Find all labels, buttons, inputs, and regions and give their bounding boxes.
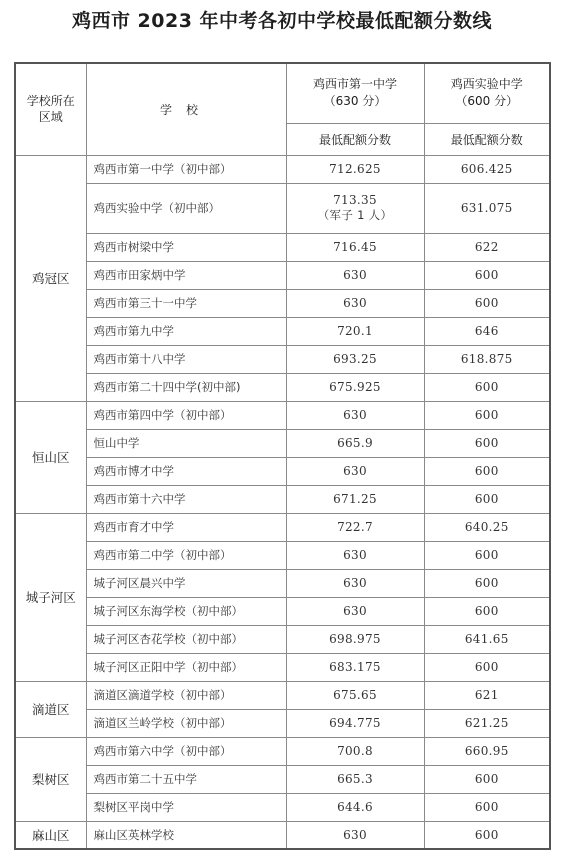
header-area-line1: 学校所在 — [26, 94, 75, 109]
score-high1: 665.9 — [286, 429, 424, 457]
score-high1: 630 — [286, 457, 424, 485]
score-high1: 722.7 — [286, 513, 424, 541]
score-high2: 646 — [424, 317, 550, 345]
score-high1: 671.25 — [286, 485, 424, 513]
table-row — [15, 261, 550, 289]
table-row — [15, 345, 550, 373]
score-high1: 630 — [286, 821, 424, 849]
table-row — [15, 681, 550, 709]
header-min-label-1: 最低配额分数 — [286, 123, 424, 155]
district-hengshan: 恒山区 — [15, 401, 86, 513]
score-high1: 698.975 — [286, 625, 424, 653]
district-lishu: 梨树区 — [15, 737, 86, 821]
header-min-label-2: 最低配额分数 — [424, 123, 550, 155]
score-high2: 622 — [424, 233, 550, 261]
school-name: 城子河区东海学校（初中部） — [86, 597, 286, 625]
school-name: 城子河区正阳中学（初中部） — [86, 653, 286, 681]
table-row — [15, 821, 550, 849]
school-name: 麻山区英林学校 — [86, 821, 286, 849]
table-row — [15, 401, 550, 429]
score-high1: 665.3 — [286, 765, 424, 793]
school-name: 鸡西市第六中学（初中部） — [86, 737, 286, 765]
table-row — [15, 155, 550, 183]
page-title: 鸡西市 2023 年中考各初中学校最低配额分数线 — [71, 10, 493, 32]
score-high2: 640.25 — [424, 513, 550, 541]
table-row — [15, 709, 550, 737]
table-row — [15, 737, 550, 765]
score-table — [14, 62, 551, 850]
score-high2: 600 — [424, 261, 550, 289]
table-row — [15, 373, 550, 401]
score-high1: 713.35 — [333, 193, 377, 207]
score-high1: 700.8 — [286, 737, 424, 765]
school-name: 鸡西市第九中学 — [86, 317, 286, 345]
score-high1: 644.6 — [286, 793, 424, 821]
score-high2: 600 — [424, 569, 550, 597]
score-high2: 621 — [424, 681, 550, 709]
score-high2: 600 — [424, 373, 550, 401]
header-high-school-2 — [424, 63, 550, 123]
school-name: 鸡西市第一中学（初中部） — [86, 155, 286, 183]
table-row — [15, 233, 550, 261]
school-name: 鸡西市第四中学（初中部） — [86, 401, 286, 429]
header-high1-name: 鸡西市第一中学 — [312, 77, 397, 92]
school-name: 鸡西市第二十五中学 — [86, 765, 286, 793]
score-high2: 631.075 — [424, 183, 550, 233]
district-jiguan: 鸡冠区 — [15, 155, 86, 401]
school-name: 城子河区晨兴中学 — [86, 569, 286, 597]
school-name: 滴道区兰岭学校（初中部） — [86, 709, 286, 737]
score-high1: 630 — [286, 289, 424, 317]
score-high1: 675.65 — [286, 681, 424, 709]
school-name: 鸡西市第二十四中学(初中部) — [86, 373, 286, 401]
score-high2: 600 — [424, 653, 550, 681]
score-high2: 606.425 — [424, 155, 550, 183]
score-high2: 600 — [424, 401, 550, 429]
score-high1: 693.25 — [286, 345, 424, 373]
table-row — [15, 625, 550, 653]
school-name: 城子河区杏花学校（初中部） — [86, 625, 286, 653]
score-high1: 630 — [286, 541, 424, 569]
score-high1: 720.1 — [286, 317, 424, 345]
table-row — [15, 597, 550, 625]
table-row — [15, 289, 550, 317]
header-row-1 — [15, 63, 550, 123]
header-school: 学校 — [86, 63, 286, 155]
school-name: 鸡西市第三十一中学 — [86, 289, 286, 317]
score-high1: 675.925 — [286, 373, 424, 401]
school-name: 鸡西市育才中学 — [86, 513, 286, 541]
table-row — [15, 541, 550, 569]
school-name: 鸡西市第十八中学 — [86, 345, 286, 373]
score-high1-cell — [286, 183, 424, 233]
score-high1: 683.175 — [286, 653, 424, 681]
score-high1: 694.775 — [286, 709, 424, 737]
table-row — [15, 765, 550, 793]
header-high2-name: 鸡西实验中学 — [450, 77, 523, 92]
score-note: （军子 1 人） — [317, 208, 393, 222]
school-name: 鸡西市田家炳中学 — [86, 261, 286, 289]
score-high1: 630 — [286, 261, 424, 289]
table-row — [15, 653, 550, 681]
table-row — [15, 183, 550, 233]
school-name: 鸡西市博才中学 — [86, 457, 286, 485]
score-high2: 660.95 — [424, 737, 550, 765]
score-high2: 600 — [424, 429, 550, 457]
header-high2-score: （600 分） — [455, 94, 519, 109]
score-high1: 630 — [286, 597, 424, 625]
school-name: 滴道区滴道学校（初中部） — [86, 681, 286, 709]
school-name: 恒山中学 — [86, 429, 286, 457]
table-row — [15, 457, 550, 485]
score-high2: 600 — [424, 821, 550, 849]
score-high1: 716.45 — [286, 233, 424, 261]
score-high2: 600 — [424, 597, 550, 625]
table-row — [15, 485, 550, 513]
header-high-school-1 — [286, 63, 424, 123]
district-chengzihe: 城子河区 — [15, 513, 86, 681]
score-high2: 618.875 — [424, 345, 550, 373]
table-row — [15, 429, 550, 457]
score-high1: 630 — [286, 401, 424, 429]
score-high2: 600 — [424, 541, 550, 569]
school-name: 鸡西市第十六中学 — [86, 485, 286, 513]
score-high2: 600 — [424, 289, 550, 317]
score-high1: 630 — [286, 569, 424, 597]
header-area — [15, 63, 86, 155]
school-name: 鸡西实验中学（初中部） — [86, 183, 286, 233]
score-high2: 621.25 — [424, 709, 550, 737]
table-row — [15, 569, 550, 597]
header-area-line2: 区域 — [38, 110, 63, 125]
score-high1: 712.625 — [286, 155, 424, 183]
district-mashan: 麻山区 — [15, 821, 86, 849]
score-high2: 600 — [424, 485, 550, 513]
school-name: 鸡西市第二中学（初中部） — [86, 541, 286, 569]
table-row — [15, 793, 550, 821]
table-row — [15, 513, 550, 541]
score-high2: 600 — [424, 765, 550, 793]
table-row — [15, 317, 550, 345]
district-didao: 滴道区 — [15, 681, 86, 737]
school-name: 鸡西市树梁中学 — [86, 233, 286, 261]
score-high2: 600 — [424, 793, 550, 821]
score-high2: 641.65 — [424, 625, 550, 653]
school-name: 梨树区平岗中学 — [86, 793, 286, 821]
header-high1-score: （630 分） — [323, 94, 387, 109]
score-high2: 600 — [424, 457, 550, 485]
